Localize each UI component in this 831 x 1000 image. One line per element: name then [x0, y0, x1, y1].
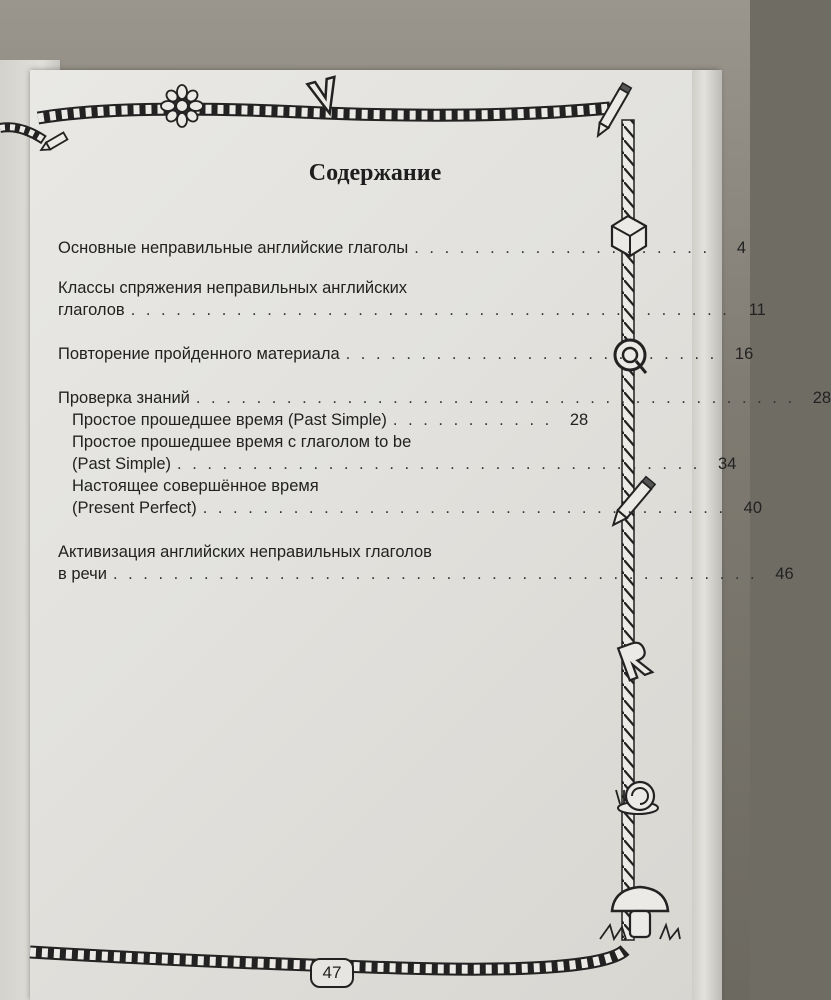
page-title: Содержание [308, 160, 442, 186]
toc-entry [58, 344, 754, 364]
top-rope-border [38, 108, 610, 118]
toc-subentry [72, 498, 763, 518]
page-number: 47 [310, 958, 354, 988]
toc-entry-title: Простое прошедшее время (Past Simple) [72, 411, 387, 429]
toc-entry [58, 238, 747, 258]
toc-entry-page: 11 [748, 301, 766, 319]
toc-entry-page: 46 [775, 565, 794, 583]
toc-entry [58, 300, 766, 320]
toc-subentry [72, 454, 737, 474]
toc-entry [58, 564, 794, 584]
mushroom-icon [600, 887, 680, 939]
toc-entry-title: в речи [58, 565, 107, 583]
flower-icon [161, 85, 203, 127]
toc-entry-title-line1: Активизация английских неправильных глаголов [58, 543, 432, 561]
toc-entry-title-line1: Классы спряжения неправильных английских [58, 279, 408, 297]
toc-leader-dots: . . . . . . . . . . . . . . . . . . . . . . . . . . . . . . . . . . . . . . . . . . . [112, 565, 758, 583]
toc-entry-title: Проверка знаний [58, 389, 190, 407]
toc-leader-dots: . . . . . . . . . . . . . . . . . . . . . . . . . [345, 345, 718, 363]
toc-entry-title: Основные неправильные английские глаголы [58, 239, 409, 257]
toc-leader-dots: . . . . . . . . . . . . . . . . . . . . . . . . . . . . . . . . . . . . . . . . [130, 301, 730, 319]
toc-entry-title: глаголов [58, 301, 125, 319]
toc-subentry [72, 410, 589, 430]
toc-entry-title: (Present Perfect) [72, 499, 197, 517]
toc-entry-page: 34 [717, 455, 737, 473]
toc-entry-page: 16 [734, 345, 754, 363]
toc-entry-page: 40 [743, 499, 763, 517]
toc-entry-title-line1: Настоящее совершённое время [72, 477, 319, 495]
toc-entry [58, 388, 831, 408]
toc-entry-page: 28 [569, 411, 589, 429]
toc-entry-title: (Past Simple) [72, 455, 172, 473]
toc-entry-page: 28 [812, 389, 831, 407]
toc-leader-dots: . . . . . . . . . . . [392, 411, 553, 429]
toc-entry-page: 4 [736, 239, 747, 257]
toc-leader-dots: . . . . . . . . . . . . . . . . . . . . . . . . . . . . . . . . . . . . . . . . [195, 389, 796, 407]
toc-leader-dots: . . . . . . . . . . . . . . . . . . . . . . . . . . . . . . . . . . . [202, 499, 727, 517]
toc-entry-title: Повторение пройденного материала [58, 345, 340, 363]
toc-leader-dots: . . . . . . . . . . . . . . . . . . . . [414, 239, 711, 257]
toc-entry-title-line1: Простое прошедшее время с глаголом to be [72, 433, 412, 451]
toc-leader-dots: . . . . . . . . . . . . . . . . . . . . . . . . . . . . . . . . . . . [177, 455, 701, 473]
